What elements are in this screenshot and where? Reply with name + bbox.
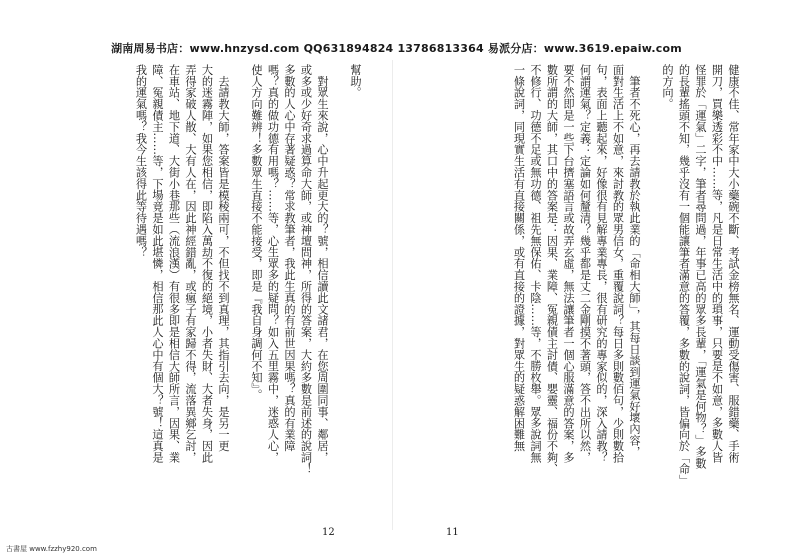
- text-column: 在車站、地下道、大街小巷那些（流浪漢）有很多即是相信大師所言，因果、業: [167, 64, 181, 463]
- text-column: [642, 64, 659, 519]
- text-column: 障、冤親債主……等，下場竟是如此堪憐，相信那此人心中有個大？號！這真是: [151, 64, 164, 463]
- page-header: 湖南周易书店：www.hnzysd.com QQ631894824 13786813364 易派分店：www.3619.epaiw.com: [111, 42, 682, 55]
- right-page: [408, 64, 741, 534]
- text-column: 或多或少好奇求過算命大師，或神壇問神，所得的答案，大約多數是前述的說詞！: [299, 64, 313, 475]
- watermark: 古書屋 www.fzzhy920.com: [6, 545, 97, 553]
- text-column: 我的運氣嗎？我今生該得此等待遇嗎？: [134, 64, 148, 258]
- text-column: 要不然即是一些下台擠塞語言或故弄玄虛，無法讓筆者一個心服滿意的答案，多: [562, 64, 575, 463]
- text-column: 嗎？真的做功德有用嗎？……等，心生眾多的疑問？如入五里霧中，迷惑人心，: [266, 64, 280, 463]
- text-column: 的方向。: [661, 64, 674, 110]
- text-column: 對眾生來說，心中升起更大的？號，相信讀此文諸君，在您周圍同事、鄰居，: [316, 64, 329, 463]
- left-page-number: 12: [322, 527, 335, 538]
- text-column: 去請教大師，答案皆是模稜兩可，不但找不到真理，其指引去向，是另一更: [217, 64, 230, 452]
- text-column: 不修行、功德不足或無功德、祖先無保佑、卡陰……等，不勝枚舉。眾多說詞無: [529, 64, 542, 463]
- right-page-number: 11: [446, 527, 459, 538]
- text-column: 使人方向難辨！多數眾生直接不能接受，即是『我自身調何不知』。: [250, 64, 263, 401]
- text-column: 健康不佳、常年家中大小藥碗不斷、考試金榜無名、運動受傷害、服錯藥、手術: [727, 64, 740, 463]
- text-column: [231, 64, 248, 519]
- text-column: 大的迷霧陣，如果您相信，即陷入萬劫不復的絕境，小者失財、大者失身，因此: [200, 64, 214, 463]
- text-column: 幫助。: [349, 64, 362, 99]
- text-column: [330, 64, 347, 519]
- text-column: 的長輩搖頭不知，幾乎沒有一個能讓筆者滿意的答覆，多數的說詞，皆偏向於「命」: [677, 64, 691, 486]
- text-column: 開刀，買樂透彩不中……等，凡是日常生活中的瑣事，只要是不如意，多數人皆: [710, 64, 724, 463]
- text-column: 筆者不死心，再去請教於執此業的「命相大師」，其每日談到運氣好壞內容，: [628, 64, 641, 458]
- book-gutter: [392, 60, 393, 530]
- text-column: 多數的人心中存著疑惑？常求教筆者，我此生真的有前世因果嗎？真的有業障: [283, 64, 296, 452]
- text-column: 何謂運氣？定義：定論如何釐清？幾乎都是丈二金剛摸不著頭，答不出所以然，: [578, 64, 592, 463]
- text-column: 怪罪於「運氣」二字，筆者尋問過，年事已高的眾多長輩，「運氣是何物？」多數: [694, 64, 707, 469]
- text-column: 數所謂的大師，其口中的答案是：因果、業障、冤親債主討債、嬰靈、福份不夠、: [545, 64, 559, 475]
- text-column: 一條說詞，同現實生活有直接關係，或有直接的證據，對眾生的疑惑解困難無: [512, 64, 526, 452]
- left-page: [58, 64, 363, 534]
- text-column: 弄得家破人散、大有人在，因此神經錯亂，或瘋子有家歸不得，流落異鄉乞討，: [184, 64, 197, 463]
- text-column: 面對生活上不如意，來討教的眾男信女，重覆說詞？每日多則數佰句，少則數拾: [611, 64, 625, 463]
- text-column: 句，表面上聽起來，好像很有見解專業專長，很有研究的專家似的，深入請教？: [595, 64, 608, 463]
